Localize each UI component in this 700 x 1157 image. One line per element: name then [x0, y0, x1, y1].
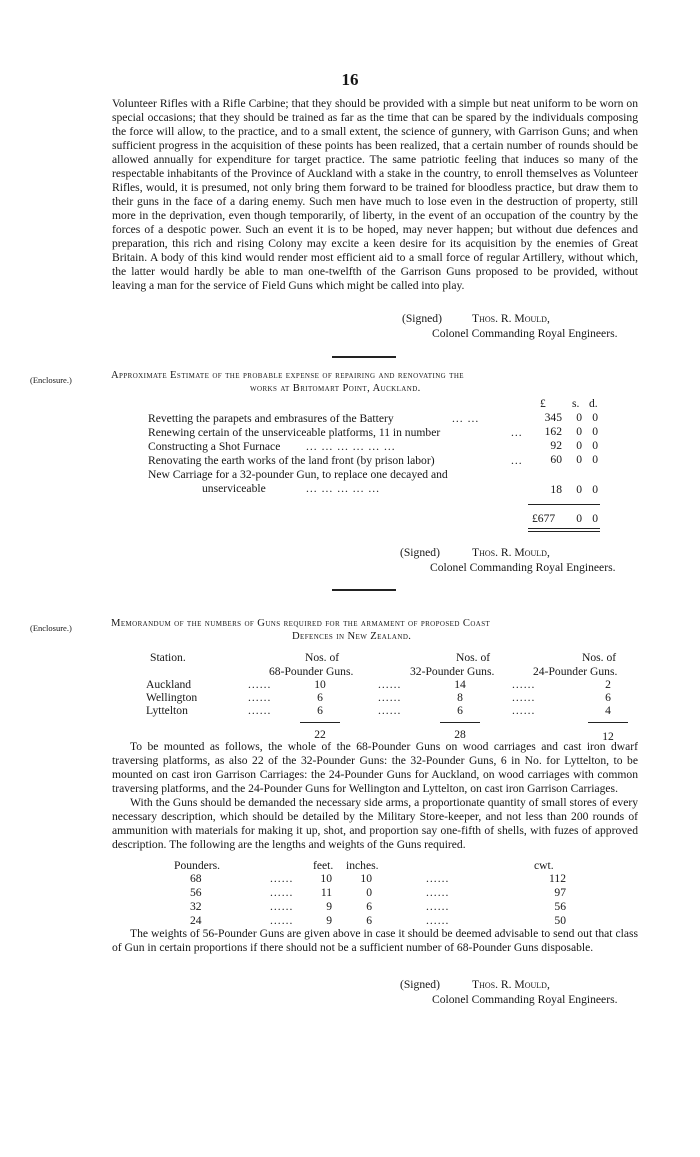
total-32: 28: [454, 728, 466, 741]
gun-inches: 0: [366, 886, 372, 899]
col-header-68: 68-Pounder Guns.: [269, 665, 354, 678]
divider-rule-1: [332, 356, 396, 358]
estimate-item-label: Constructing a Shot Furnace: [148, 440, 281, 453]
gun-feet: 10: [320, 872, 332, 885]
page-number: 16: [341, 70, 359, 89]
estimate-item-pounds: 18: [550, 483, 562, 496]
memo-paragraph-1: To be mounted as follows, the whole of the 68-Pounder Guns on wood carriages and cast iron dwarf traversing platforms, as also 22 of the 32-Pounder Guns: the 32-Pounder Guns, 6 in No. for Lyttelton, to be mounted on cast iron Garrison Carriages: the 24-Pounder Guns for Auckland, on wood carriages with common traversing platforms, and the 24-Pounder Guns for Wellington and Lyttelton, on cast iron Garrison Carriages.: [112, 740, 638, 795]
gun-inches: 6: [366, 900, 372, 913]
value-24: 6: [605, 691, 611, 704]
value-32: 14: [454, 678, 466, 691]
estimate-item-pence: 0: [592, 453, 598, 466]
leader-dots: ......: [248, 691, 272, 704]
gun-feet: 9: [326, 914, 332, 927]
signed-label-1: (Signed): [402, 312, 442, 325]
estimate-heading-line2: works at Britomart Point, Auckland.: [250, 383, 421, 394]
col-header-24: 24-Pounder Guns.: [533, 665, 618, 678]
estimate-item-shillings: 0: [576, 439, 582, 452]
estimate-item-label: Renovating the earth works of the land front (by prison labor): [148, 454, 435, 467]
gun-feet: 9: [326, 900, 332, 913]
gun-col-cwt: cwt.: [534, 859, 554, 872]
estimate-item-pence: 0: [592, 439, 598, 452]
estimate-item-dots: ... ... ... ... ... ...: [306, 440, 396, 453]
total-rule-24: [588, 722, 628, 723]
gun-pounders: 32: [190, 900, 202, 913]
gun-cwt: 97: [554, 886, 566, 899]
estimate-item-pounds: 345: [544, 411, 562, 424]
gun-cwt: 56: [554, 900, 566, 913]
station-name: Lyttelton: [146, 704, 188, 717]
leader-dots: ......: [426, 872, 450, 885]
col-header-nos-2: Nos. of: [456, 651, 491, 664]
estimate-total-pence: 0: [592, 512, 598, 525]
gun-col-pounders: Pounders.: [174, 859, 221, 872]
leader-dots: ......: [270, 872, 294, 885]
estimate-item-pence: 0: [592, 411, 598, 424]
col-header-32: 32-Pounder Guns.: [410, 665, 495, 678]
leader-dots: ......: [270, 914, 294, 927]
estimate-item-label-cont: unserviceable: [202, 482, 266, 495]
leader-dots: ......: [378, 691, 402, 704]
value-68: 10: [314, 678, 326, 691]
total-rule-top: [528, 504, 600, 505]
estimate-item-shillings: 0: [576, 453, 582, 466]
value-32: 6: [457, 704, 463, 717]
signatory-title-1: Colonel Commanding Royal Engineers.: [432, 327, 618, 340]
signatory-name-2: Thos. R. Mould,: [472, 546, 550, 559]
estimate-item-label: Renewing certain of the unserviceable platforms, 11 in number: [148, 426, 441, 439]
leader-dots: ......: [512, 678, 536, 691]
memo-heading-line1: Memorandum of the numbers of Guns required for the armament of proposed Coast: [111, 618, 491, 629]
signed-label-2: (Signed): [400, 546, 440, 559]
leader-dots: ......: [378, 704, 402, 717]
value-24: 2: [605, 678, 611, 691]
signed-label-3: (Signed): [400, 978, 440, 991]
estimate-total-pounds: £677: [532, 512, 556, 525]
estimate-item-pounds: 162: [544, 425, 562, 438]
leader-dots: ......: [378, 678, 402, 691]
value-68: 6: [317, 704, 323, 717]
estimate-item-label: New Carriage for a 32-pounder Gun, to replace one decayed and: [148, 468, 448, 481]
signatory-title-2: Colonel Commanding Royal Engineers.: [430, 561, 616, 574]
memo-heading-line2: Defences in New Zealand.: [292, 631, 412, 642]
leader-dots: ......: [512, 704, 536, 717]
value-24: 4: [605, 704, 611, 717]
total-rule-bottom-2: [528, 531, 600, 532]
gun-col-feet: feet.: [313, 859, 334, 872]
estimate-item-dots: ...: [511, 426, 523, 439]
total-rule-32: [440, 722, 480, 723]
total-68: 22: [314, 728, 326, 741]
total-rule-bottom-1: [528, 528, 600, 529]
leader-dots: ......: [270, 886, 294, 899]
leader-dots: ......: [426, 886, 450, 899]
signatory-title-3: Colonel Commanding Royal Engineers.: [432, 993, 618, 1006]
leader-dots: ......: [248, 678, 272, 691]
estimate-total-shillings: 0: [576, 512, 582, 525]
estimate-item-shillings: 0: [576, 425, 582, 438]
estimate-item-shillings: 0: [576, 483, 582, 496]
leader-dots: ......: [512, 691, 536, 704]
signatory-name-3: Thos. R. Mould,: [472, 978, 550, 991]
estimate-item-dots: ... ...: [452, 412, 480, 425]
col-header-nos-3: Nos. of: [582, 651, 617, 664]
memo-paragraph-3: The weights of 56-Pounder Guns are given above in case it should be deemed advisable to send out that class of Gun in certain proportions if there should not be a sufficient number of 68-Pounder Guns disposable.: [112, 927, 638, 954]
enclosure-note-1: (Enclosure.): [30, 375, 72, 385]
estimate-item-pence: 0: [592, 483, 598, 496]
col-header-pence: d.: [589, 397, 598, 410]
gun-inches: 6: [366, 914, 372, 927]
total-rule-68: [300, 722, 340, 723]
gun-col-inches: inches.: [346, 859, 379, 872]
memo-paragraph-2: With the Guns should be demanded the necessary side arms, a proportionate quantity of small stores of every necessary description, which should be detailed by the Military Store-keeper, and not less than 200 rounds of ammunition with materials for making it up, shot, and proportion say one-fifth of shells, with fuzes of approved description. The following are the lengths and weights of the Guns required.: [112, 796, 638, 851]
gun-pounders: 56: [190, 886, 202, 899]
station-name: Wellington: [146, 691, 198, 704]
value-68: 6: [317, 691, 323, 704]
signatory-name-1: Thos. R. Mould,: [472, 312, 550, 325]
estimate-item-pounds: 92: [550, 439, 562, 452]
leader-dots: ......: [426, 900, 450, 913]
gun-pounders: 24: [190, 914, 202, 927]
estimate-item-dots: ...: [511, 454, 523, 467]
col-header-station: Station.: [150, 651, 186, 664]
estimate-item-dots: ... ... ... ... ...: [306, 482, 381, 495]
gun-feet: 11: [320, 886, 332, 899]
leader-dots: ......: [426, 914, 450, 927]
leader-dots: ......: [270, 900, 294, 913]
estimate-item-pence: 0: [592, 425, 598, 438]
estimate-item-shillings: 0: [576, 411, 582, 424]
col-header-nos-1: Nos. of: [305, 651, 340, 664]
col-header-shillings: s.: [572, 397, 580, 410]
intro-paragraph: Volunteer Rifles with a Rifle Carbine; that they should be provided with a simple but neat uniform to be worn on special occasions; that they should be trained as far as the time that can be spared by the individuals composing the force will allow, to the practice, and to a small extent, the science of gunnery, with Garrison Guns; and when sufficient progress in the acquisition of these points has been realized, that a certain number of rounds should be allowed annually for expenditure for target practice. The same patriotic feeling that induces so many of the respectable inhabitants of the Province of Auckland with a stake in the country, to enroll themselves as Volunteer Rifles, would, it is presumed, not only bring them forward to be trained for bloodless practice, but draw them to their guns in the face of a daring enemy. Such men have much to lose even in the destruction of property, still more in the deprivation, even though temporarily, of liberty, in the event of an occupation of the country by the forces of a despotic power. Such an event it is to be hoped, may never happen; but without due defences and preparation, this rich and rising Colony may excite a keen desire for its acquisition by the enemies of Great Britain. A body of this kind would render most efficient aid to a small force of regular Artillery, without which, the latter would hardly be able to man one-twelfth of the Garrison Guns proposed to be provided, without leaving a man for the service of Field Guns which might be called into play.: [112, 97, 638, 292]
col-header-pounds: £: [540, 397, 546, 410]
estimate-item-pounds: 60: [550, 453, 562, 466]
gun-pounders: 68: [190, 872, 202, 885]
estimate-heading-line1: Approximate Estimate of the probable expense of repairing and renovating the: [111, 370, 464, 381]
divider-rule-2: [332, 589, 396, 591]
leader-dots: ......: [248, 704, 272, 717]
gun-cwt: 112: [549, 872, 566, 885]
total-24: 12: [602, 730, 614, 743]
gun-cwt: 50: [554, 914, 566, 927]
value-32: 8: [457, 691, 463, 704]
station-name: Auckland: [146, 678, 192, 691]
enclosure-note-2: (Enclosure.): [30, 623, 72, 633]
estimate-item-label: Revetting the parapets and embrasures of the Battery: [148, 412, 394, 425]
gun-inches: 10: [360, 872, 372, 885]
